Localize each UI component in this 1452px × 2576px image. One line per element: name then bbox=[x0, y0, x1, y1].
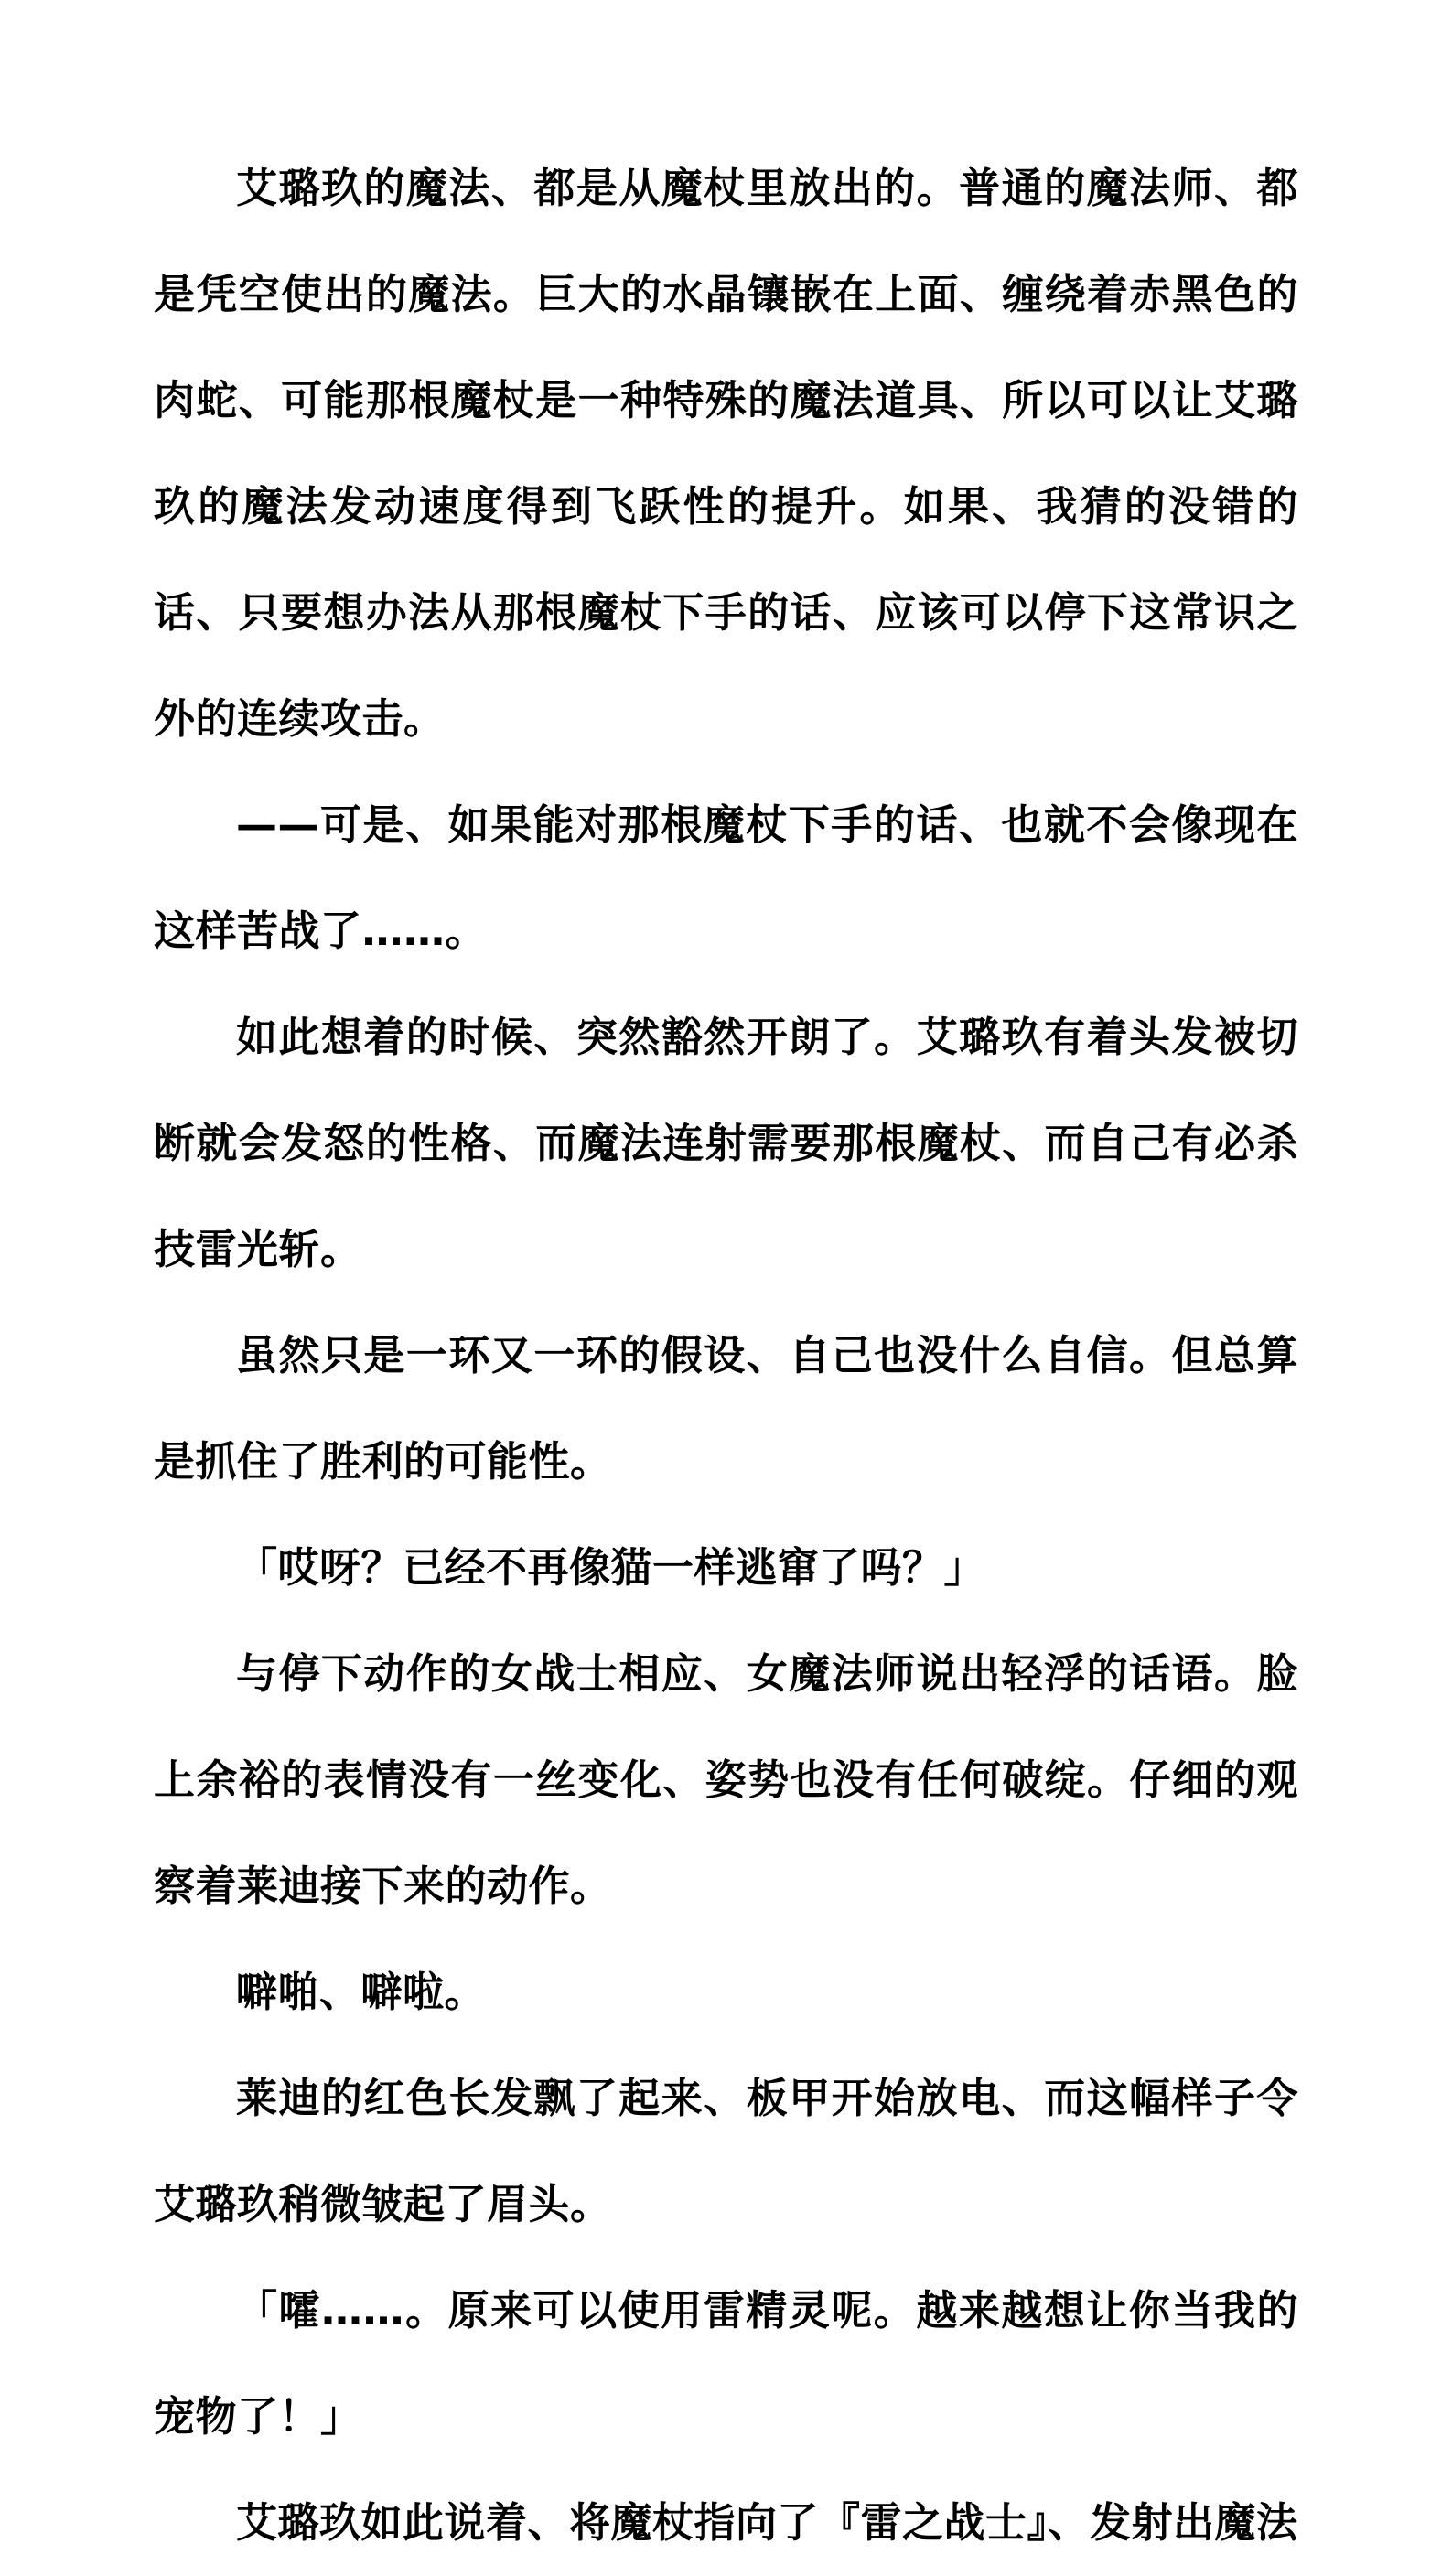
paragraph: 艾璐玖的魔法、都是从魔杖里放出的。普通的魔法师、都是凭空使出的魔法。巨大的水晶镶嵌在上面、缠绕着赤黑色的肉蛇、可能那根魔杖是一种特殊的魔法道具、所以可以让艾璐玖的魔法发动速度得到飞跃性的提升。如果、我猜的没错的话、只要想办法从那根魔杖下手的话、应该可以停下这常识之外的连续攻击。 bbox=[154, 164, 1298, 743]
paragraph: 「嚯……。原来可以使用雷精灵呢。越来越想让你当我的宠物了！」 bbox=[154, 2286, 1298, 2441]
paragraph: 「哎呀？已经不再像猫一样逃窜了吗？」 bbox=[236, 1543, 986, 1592]
paragraph: ——可是、如果能对那根魔杖下手的话、也就不会像现在这样苦战了……。 bbox=[154, 800, 1298, 955]
paragraph: 如此想着的时候、突然豁然开朗了。艾璐玖有着头发被切断就会发怒的性格、而魔法连射需要那根魔杖、而自己有必杀技雷光斩。 bbox=[154, 1013, 1298, 1273]
paragraph: 莱迪的红色长发飘了起来、板甲开始放电、而这幅样子令艾璐玖稍微皱起了眉头。 bbox=[154, 2074, 1298, 2228]
paragraph: 与停下动作的女战士相应、女魔法师说出轻浮的话语。脸上余裕的表情没有一丝变化、姿势也没有任何破绽。仔细的观察着莱迪接下来的动作。 bbox=[154, 1649, 1298, 1910]
paragraph: 艾璐玖如此说着、将魔杖指向了『雷之战士』、发射出魔法 bbox=[236, 2498, 1298, 2547]
paragraph: 噼啪、噼啦。 bbox=[236, 1968, 487, 2016]
paragraph: 虽然只是一环又一环的假设、自己也没什么自信。但总算是抓住了胜利的可能性。 bbox=[154, 1331, 1298, 1486]
